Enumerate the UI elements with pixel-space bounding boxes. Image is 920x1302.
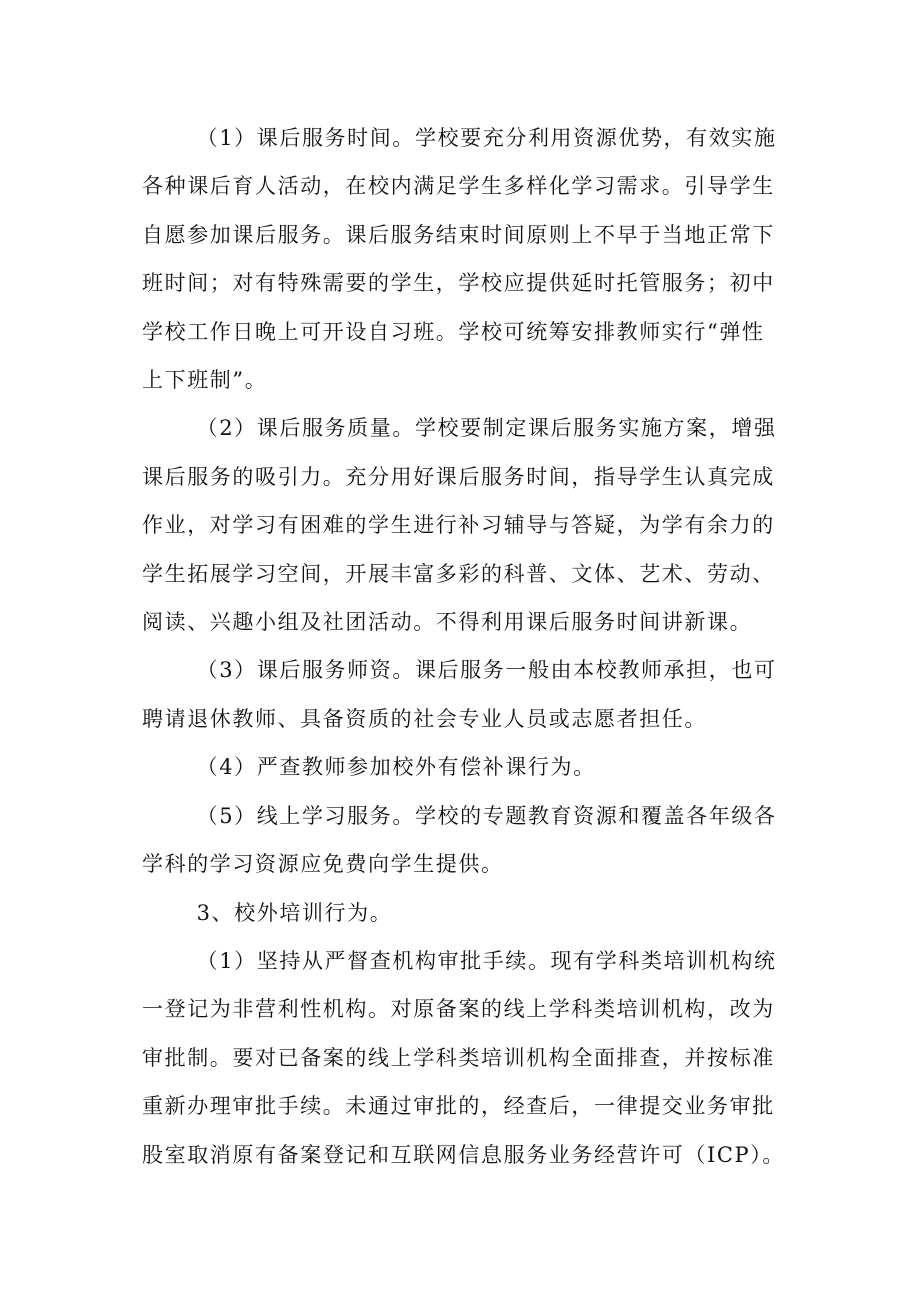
text-line: 作业，对学习有困难的学生进行补习辅导与答疑，为学有余力的 [142, 513, 775, 538]
text-line: 重新办理审批手续。未通过审批的，经查后，一律提交业务审批 [142, 1094, 775, 1119]
text-line: 学生拓展学习空间，开展丰富多彩的科普、文体、艺术、劳动、 [142, 561, 775, 586]
text-line: 阅读、兴趣小组及社团活动。不得利用课后服务时间讲新课。 [142, 610, 753, 635]
text-line: （5）线上学习服务。学校的专题教育资源和覆盖各年级各 [196, 803, 777, 828]
paragraph-after-school-teachers [142, 646, 778, 743]
text-line: 自愿参加课后服务。课后服务结束时间原则上不早于当地正常下 [142, 222, 775, 247]
text-line: （2）课后服务质量。学校要制定课后服务实施方案，增强 [196, 416, 777, 441]
text-line: 班时间；对有特殊需要的学生，学校应提供延时托管服务；初中 [142, 271, 775, 296]
text-line: （1）课后服务时间。学校要充分利用资源优势，有效实施 [196, 126, 777, 150]
text-line: 股室取消原有备案登记和互联网信息服务业务经营许可（ICP）。 [142, 1142, 785, 1167]
text-line: 上下班制”。 [142, 368, 268, 393]
text-line: （4）严查教师参加校外有偿补课行为。 [196, 755, 596, 780]
text-line: 学校工作日晚上可开设自习班。学校可统筹安排教师实行“弹性 [142, 319, 765, 344]
text-line: （3）课后服务师资。课后服务一般由本校教师承担，也可 [196, 658, 777, 683]
paragraph-paid-tutoring-check [142, 743, 778, 791]
document-body [142, 114, 785, 1179]
paragraph-online-learning [142, 792, 778, 889]
text-line: （1）坚持从严督查机构审批手续。现有学科类培训机构统 [196, 948, 777, 973]
text-line: 一登记为非营利性机构。对原备案的线上学科类培训机构，改为 [142, 997, 775, 1022]
text-line: 各种课后育人活动，在校内满足学生多样化学习需求。引导学生 [142, 174, 775, 199]
text-line: 学科的学习资源应免费向学生提供。 [142, 852, 504, 877]
section-heading-off-campus-training [142, 889, 778, 937]
text-line: 3、校外培训行为。 [196, 900, 393, 925]
paragraph-approval-procedures [142, 937, 785, 1179]
text-line: 审批制。要对已备案的线上学科类培训机构全面排查，并按标准 [142, 1045, 775, 1070]
paragraph-after-school-quality [142, 404, 778, 646]
paragraph-after-school-time [142, 114, 778, 404]
text-line: 聘请退休教师、具备资质的社会专业人员或志愿者担任。 [142, 706, 707, 731]
text-line: 课后服务的吸引力。充分用好课后服务时间，指导学生认真完成 [142, 464, 775, 489]
